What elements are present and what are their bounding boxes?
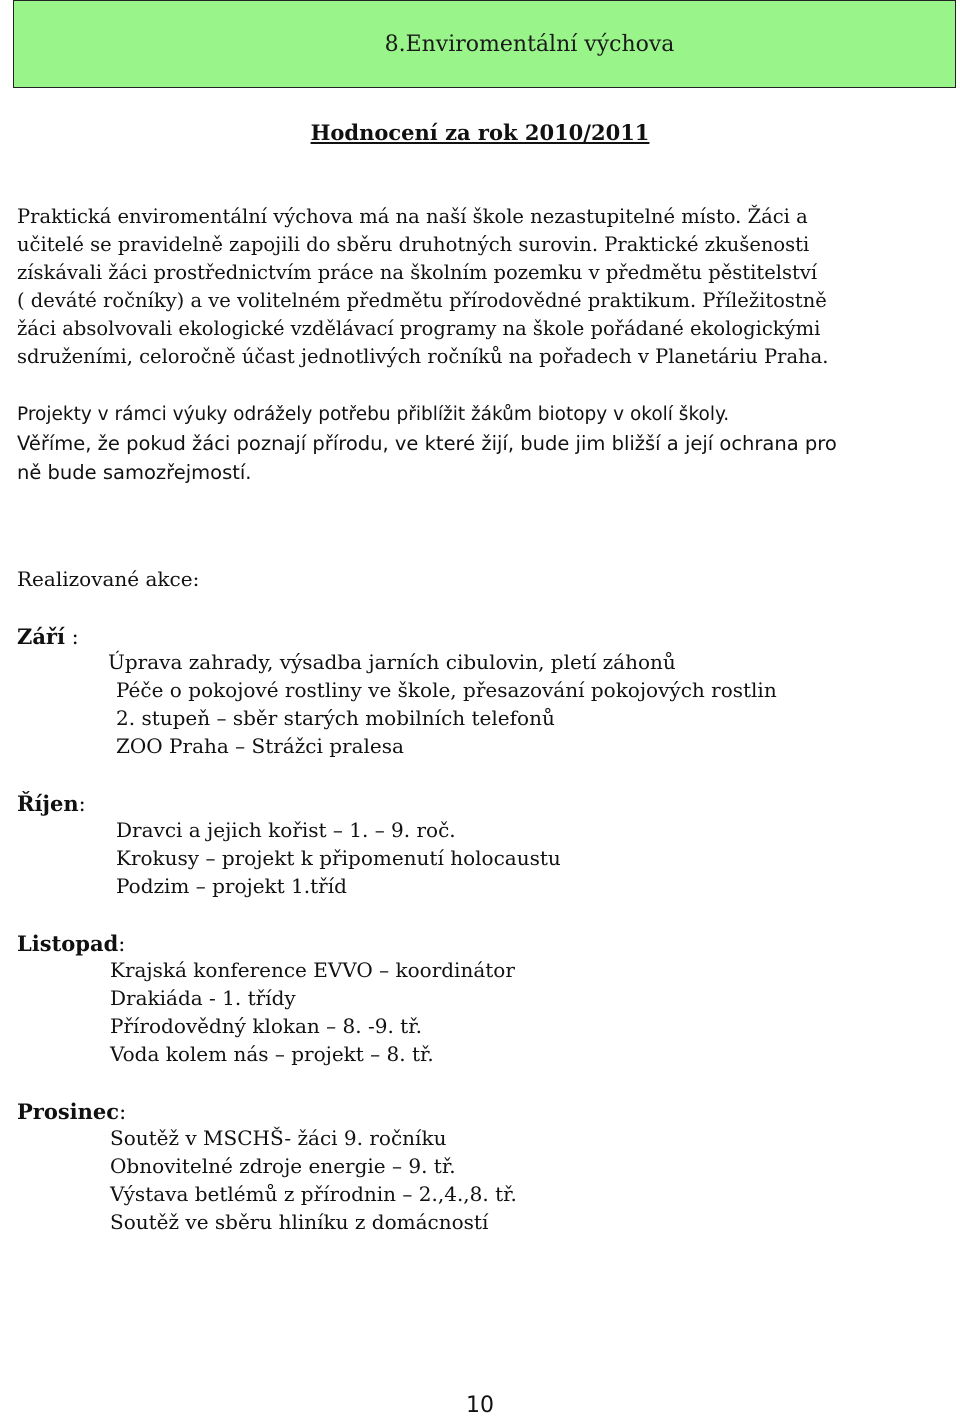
list-item: Drakiáda - 1. třídy (110, 986, 296, 1010)
list-item: Soutěž ve sběru hliníku z domácností (110, 1210, 489, 1234)
list-item: Krokusy – projekt k připomenutí holocaustu (116, 846, 561, 870)
section-title: 8.Enviromentální výchova (384, 32, 675, 57)
paragraph-line: Praktická enviromentální výchova má na naší škole nezastupitelné místo. Žáci a (17, 205, 808, 228)
paragraph-line: ( deváté ročníky) a ve volitelném předmětu přírodovědné praktikum. Příležitostně (17, 289, 827, 312)
month-colon: : (64, 625, 79, 649)
list-item: ZOO Praha – Strážci pralesa (116, 734, 404, 758)
month-heading-zari (17, 624, 79, 649)
evaluation-subtitle: Hodnocení za rok 2010/2011 (310, 120, 650, 145)
list-item: Voda kolem nás – projekt – 8. tř. (110, 1042, 434, 1066)
list-item: Podzim – projekt 1.tříd (116, 874, 347, 898)
list-item: Soutěž v MSCHŠ- žáci 9. ročníku (110, 1126, 447, 1150)
paragraph-line: získávali žáci prostřednictvím práce na školním pozemku v předmětu pěstitelství (17, 261, 818, 284)
month-heading-prosinec (17, 1099, 126, 1124)
paragraph-line: ně bude samozřejmostí. (17, 461, 252, 484)
paragraph-line: učitelé se pravidelně zapojili do sběru druhotných surovin. Praktické zkušenosti (17, 233, 810, 256)
list-item: Přírodovědný klokan – 8. -9. tř. (110, 1014, 422, 1038)
page-number: 10 (466, 1393, 494, 1418)
list-item: Péče o pokojové rostliny ve škole, přesazování pokojových rostlin (116, 678, 777, 702)
actions-label: Realizované akce: (17, 567, 200, 591)
list-item: Krajská konference EVVO – koordinátor (110, 958, 515, 982)
month-colon: : (118, 932, 126, 956)
list-item: Výstava betlémů z přírodnin – 2.,4.,8. tř. (110, 1182, 517, 1206)
month-name: Říjen (17, 791, 79, 816)
intro-paragraph (17, 203, 947, 371)
month-heading-rijen (17, 791, 86, 816)
list-item: 2. stupeň – sběr starých mobilních telefonů (116, 706, 555, 730)
projects-paragraph (17, 400, 947, 487)
list-item: Úprava zahrady, výsadba jarních cibulovin, pletí záhonů (108, 650, 676, 674)
month-name: Září (17, 624, 65, 649)
month-name: Prosinec (17, 1099, 120, 1124)
section-header-box (13, 0, 956, 88)
month-heading-listopad (17, 931, 125, 956)
paragraph-line: Projekty v rámci výuky odrážely potřebu přiblížit žákům biotopy v okolí školy. (17, 404, 730, 425)
list-item: Obnovitelné zdroje energie – 9. tř. (110, 1154, 456, 1178)
month-colon: : (78, 792, 86, 816)
paragraph-line: Věříme, že pokud žáci poznají přírodu, ve které žijí, bude jim bližší a její ochrana pro (17, 432, 837, 455)
paragraph-line: sdruženími, celoročně účast jednotlivých ročníků na pořadech v Planetáriu Praha. (17, 345, 829, 368)
month-name: Listopad (17, 931, 119, 956)
paragraph-line: žáci absolvovali ekologické vzdělávací programy na škole pořádané ekologickými (17, 317, 821, 340)
list-item: Dravci a jejich kořist – 1. – 9. roč. (116, 818, 456, 842)
month-colon: : (119, 1100, 127, 1124)
